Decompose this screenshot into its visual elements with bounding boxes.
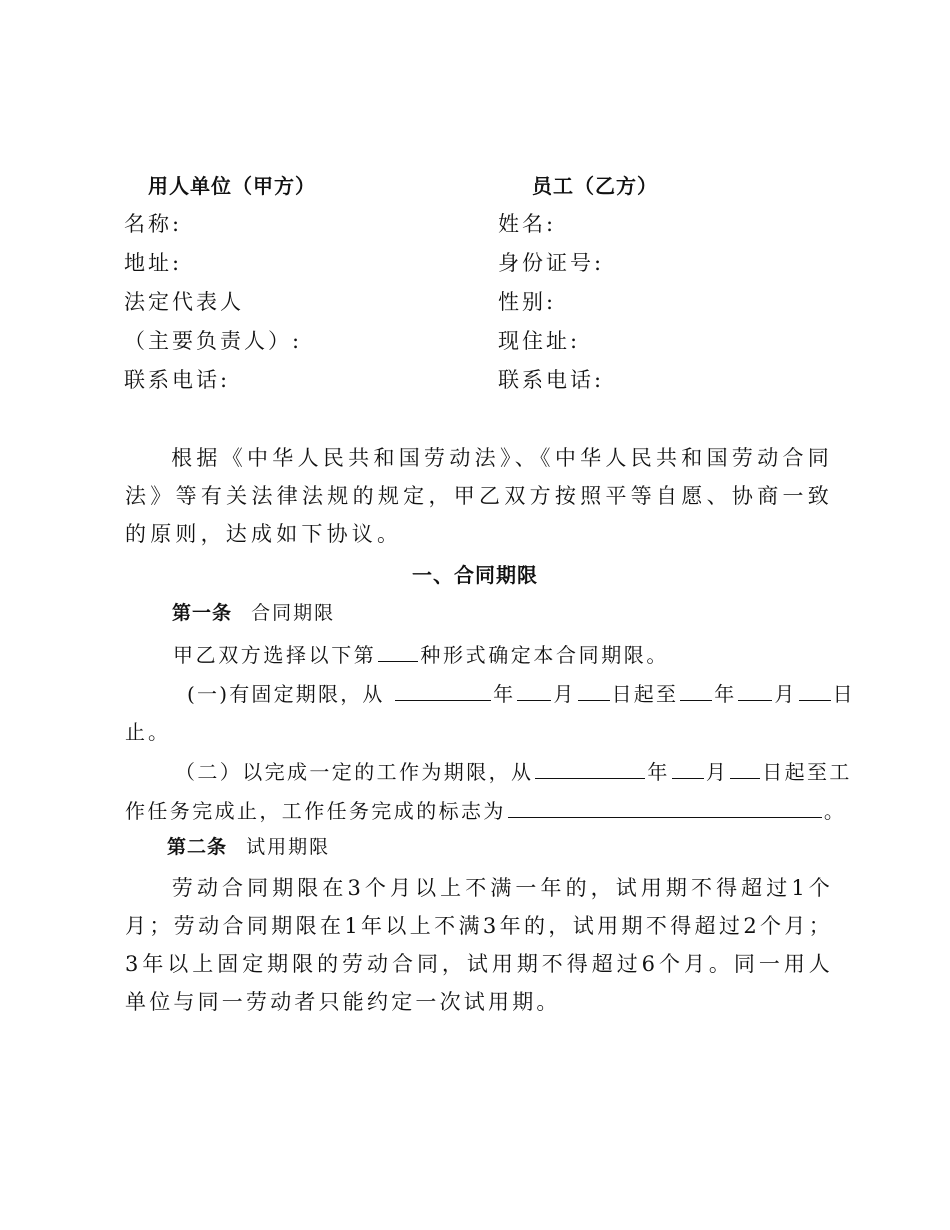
- option-1-lead: (一)有固定期限，从: [187, 682, 385, 706]
- employer-name-label: 名称:: [124, 212, 183, 236]
- employee-name-label: 姓名:: [498, 212, 557, 236]
- employee-id-label: 身份证号:: [498, 251, 605, 275]
- option-1-year-label: 年: [493, 682, 516, 706]
- option-2-completion-text: 作任务完成止，工作任务完成的标志为: [125, 799, 506, 823]
- article-1-title: 合同期限: [251, 602, 336, 624]
- option-1-end: 止。: [125, 720, 171, 744]
- article-2-title: 试用期限: [246, 836, 331, 858]
- option-1-from-label: 日起至: [611, 682, 679, 706]
- employee-heading: 员工（乙方）: [532, 174, 658, 198]
- option-1-start-day-blank[interactable]: [578, 682, 610, 701]
- option-1-start-month-blank[interactable]: [517, 682, 551, 701]
- option-2-start-month-blank[interactable]: [672, 760, 704, 779]
- employee-gender-label: 性别:: [498, 290, 557, 314]
- option-2-line: [175, 760, 852, 782]
- option-2-end-period: 。: [823, 799, 847, 823]
- term-choice-line: [173, 643, 669, 665]
- option-1-month2-label: 月: [774, 682, 797, 706]
- employee-phone-label: 联系电话:: [498, 368, 605, 392]
- section-title: 一、合同期限: [412, 563, 538, 587]
- option-1-year2-label: 年: [714, 682, 737, 706]
- option-2-line-2: [125, 799, 846, 821]
- article-2-label: 第二条: [167, 836, 228, 858]
- employer-address-label: 地址:: [124, 251, 183, 275]
- option-2-from-label: 日起至工: [762, 760, 852, 784]
- option-1-end-day-blank[interactable]: [799, 682, 831, 701]
- option-1-month-label: 月: [553, 682, 576, 706]
- employer-principal-label: （主要负责人）:: [124, 329, 303, 353]
- option-2-year-label: 年: [647, 760, 670, 784]
- option-2-completion-blank[interactable]: [508, 799, 822, 818]
- option-1-end-year-blank[interactable]: [680, 682, 712, 701]
- option-2-start-year-blank[interactable]: [535, 760, 645, 779]
- article-2-text: 劳动合同期限在3个月以上不满一年的，试用期不得超过1个月；劳动合同期限在1年以上不满3年的，试用期不得超过2个月；3年以上固定期限的劳动合同，试用期不得超过6个月。同一用人单位与同一劳动者只能约定一次试用期。: [125, 876, 833, 1014]
- option-2-month-label: 月: [705, 760, 729, 784]
- term-choice-blank[interactable]: [378, 643, 418, 662]
- term-choice-prefix: 甲乙双方选择以下第: [173, 643, 377, 667]
- intro-text: 根据《中华人民共和国劳动法》、《中华人民共和国劳动合同法》等有关法律法规的规定，甲乙双方按照平等自愿、协商一致的原则，达成如下协议。: [125, 446, 833, 546]
- option-1-day2-label: 日: [832, 682, 855, 706]
- employer-heading: 用人单位（甲方）: [148, 174, 316, 198]
- article-1-label: 第一条: [172, 602, 233, 624]
- employee-address-label: 现住址:: [498, 329, 581, 353]
- option-1-end-month-blank[interactable]: [738, 682, 772, 701]
- article-1-heading: [172, 604, 335, 623]
- option-2-lead: （二）以完成一定的工作为期限，从: [175, 760, 534, 784]
- option-1-start-year-blank[interactable]: [395, 682, 491, 701]
- option-2-start-day-blank[interactable]: [730, 760, 760, 779]
- employer-phone-label: 联系电话:: [124, 368, 231, 392]
- option-1-line: [187, 682, 855, 704]
- article-2-paragraph: [125, 869, 833, 1021]
- article-2-heading: [167, 838, 330, 857]
- intro-paragraph: [125, 439, 833, 553]
- employer-legal-rep-label: 法定代表人: [124, 290, 244, 314]
- term-choice-suffix: 种形式确定本合同期限。: [420, 643, 670, 667]
